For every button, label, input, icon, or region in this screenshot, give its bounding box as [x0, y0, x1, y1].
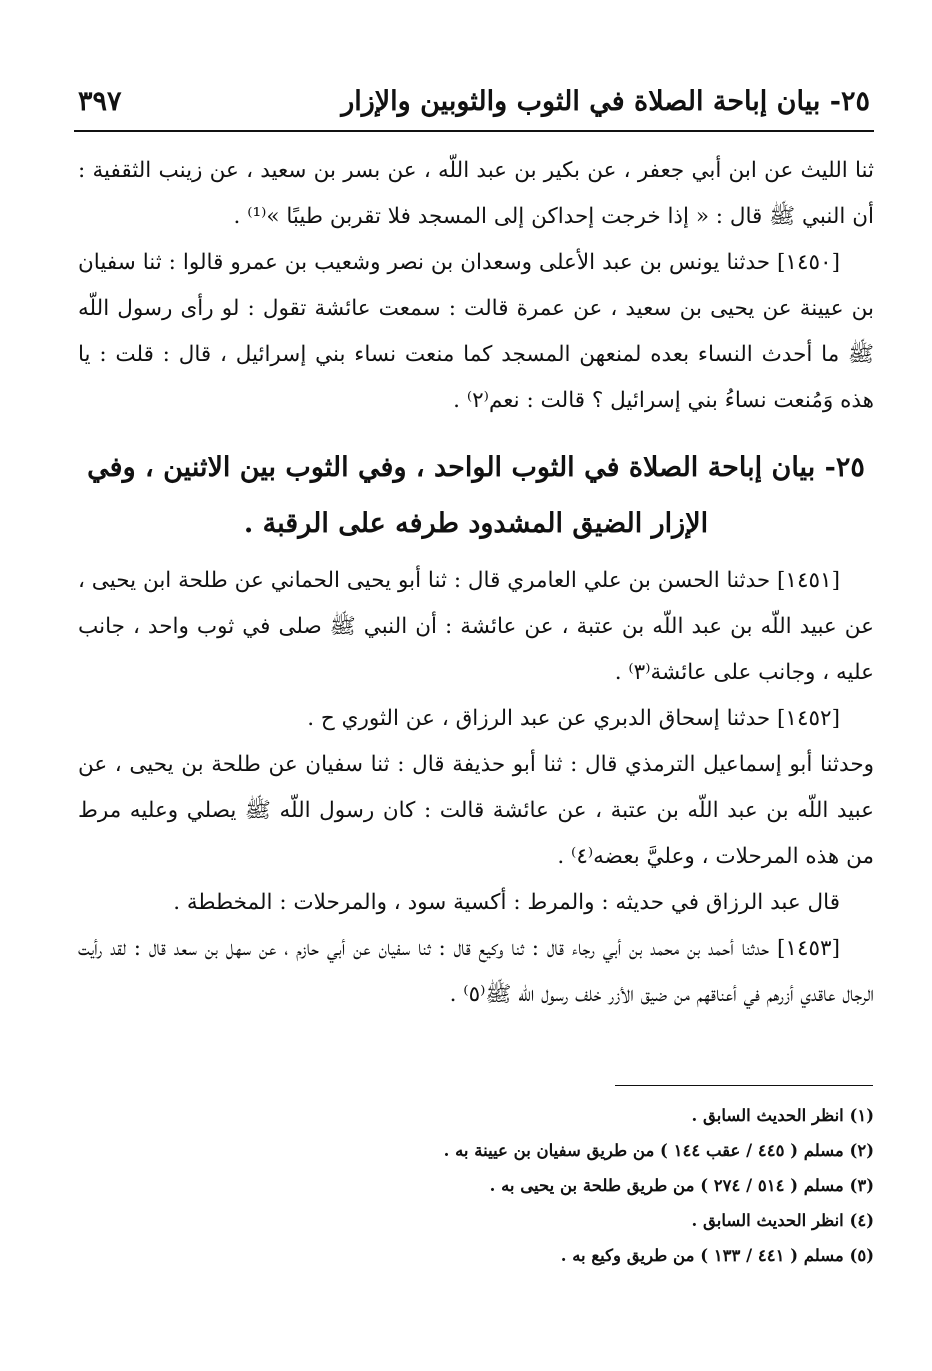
section-heading: ٢٥- بيان إباحة الصلاة في الثوب الواحد ، وفي الثوب بين الاثنين ، وفي الإزار الضيق المشدود طرفه على الرقبة .	[87, 452, 865, 539]
footnote-separator	[615, 1085, 873, 1086]
hadith-1450: [١٤٥٠] حدثنا يونس بن عبد الأعلى وسعدان بن نصر وشعيب بن عمرو قالوا : ثنا سفيان بن عيينة عن يحيى بن سعيد ، عن عمرة قالت : سمعت عائشة تقول : لو رأى رسول اللّه ﷺ ما أحدث النساء بعده لمنعهن المسجد كما منعت نساء بني إسرائيل ، قال : قلت : يا هذه وَمُنعت نساءُ بني إسرائيل ؟ قالت : نعم⁽٢⁾ .	[78, 250, 874, 413]
footnote-1: (١) انظر الحديث السابق .	[691, 1106, 874, 1125]
footnote-2: (٢) مسلم ( ٤٤٥ / عقب ١٤٤ ) من طريق سفيان بن عيينة به .	[443, 1141, 874, 1160]
footnote-3: (٣) مسلم ( ٥١٤ / ٢٧٤ ) من طريق طلحة بن يحيى به .	[489, 1176, 874, 1195]
hadith-1451: [١٤٥١] حدثنا الحسن بن علي العامري قال : ثنا أبو يحيى الحماني عن طلحة ابن يحيى ، عن عبيد اللّه بن عبد اللّه بن عتبة ، عن عائشة : أن النبي ﷺ صلى في ثوب واحد ، جانب عليه ، وجانب على عائشة⁽٣⁾ .	[78, 568, 874, 685]
footnote-5: (٥) مسلم ( ٤٤١ / ١٣٣ ) من طريق وكيع به .	[560, 1246, 874, 1265]
page-body	[78, 148, 874, 1018]
hadith-1452-chain: وحدثنا أبو إسماعيل الترمذي قال : ثنا أبو حذيفة قال : ثنا سفيان عن طلحة بن يحيى ، عن عبيد اللّه بن عبد اللّه بن عتبة ، عن عائشة قالت : كان رسول اللّه ﷺ يصلي وعليه مرط من هذه المرحلات ، وعليَّ بعضه⁽٤⁾ .	[78, 752, 874, 869]
chapter-running-title: ٢٥- بيان إباحة الصلاة في الثوب والثوبين والإزار	[341, 85, 870, 117]
paragraph-continuation: ثنا الليث عن ابن أبي جعفر ، عن بكير بن عبد اللّه ، عن بسر بن سعيد ، عن زينب الثقفية : أن النبي ﷺ قال : « إذا خرجت إحداكن إلى المسجد فلا تقربن طيبًا »⁽¹⁾ .	[78, 158, 874, 229]
page-number: ٣٩٧	[78, 85, 122, 117]
abd-al-razzaq-note: قال عبد الرزاق في حديثه : والمرط : أكسية سود ، والمرحلات : المخططة .	[173, 890, 840, 915]
header-rule	[74, 130, 874, 132]
hadith-1452: [١٤٥٢] حدثنا إسحاق الدبري عن عبد الرزاق ، عن الثوري ح .	[307, 706, 840, 731]
footnote-4: (٤) انظر الحديث السابق .	[691, 1211, 874, 1230]
page-header	[78, 76, 870, 126]
footnotes	[78, 1098, 874, 1273]
hadith-1453: [١٤٥٣] حدثنا أحمد بن محمد بن أبي رجاء قال : ثنا وكيع قال : ثنا سفيان عن أبي حازم ، عن سهل بن سعد قال : لقد رأيت الرجال عاقدي أزرهم في أعناقهم من ضيق الأزر خلف رسول اللّه ﷺ⁽٥⁾ .	[78, 936, 874, 1007]
